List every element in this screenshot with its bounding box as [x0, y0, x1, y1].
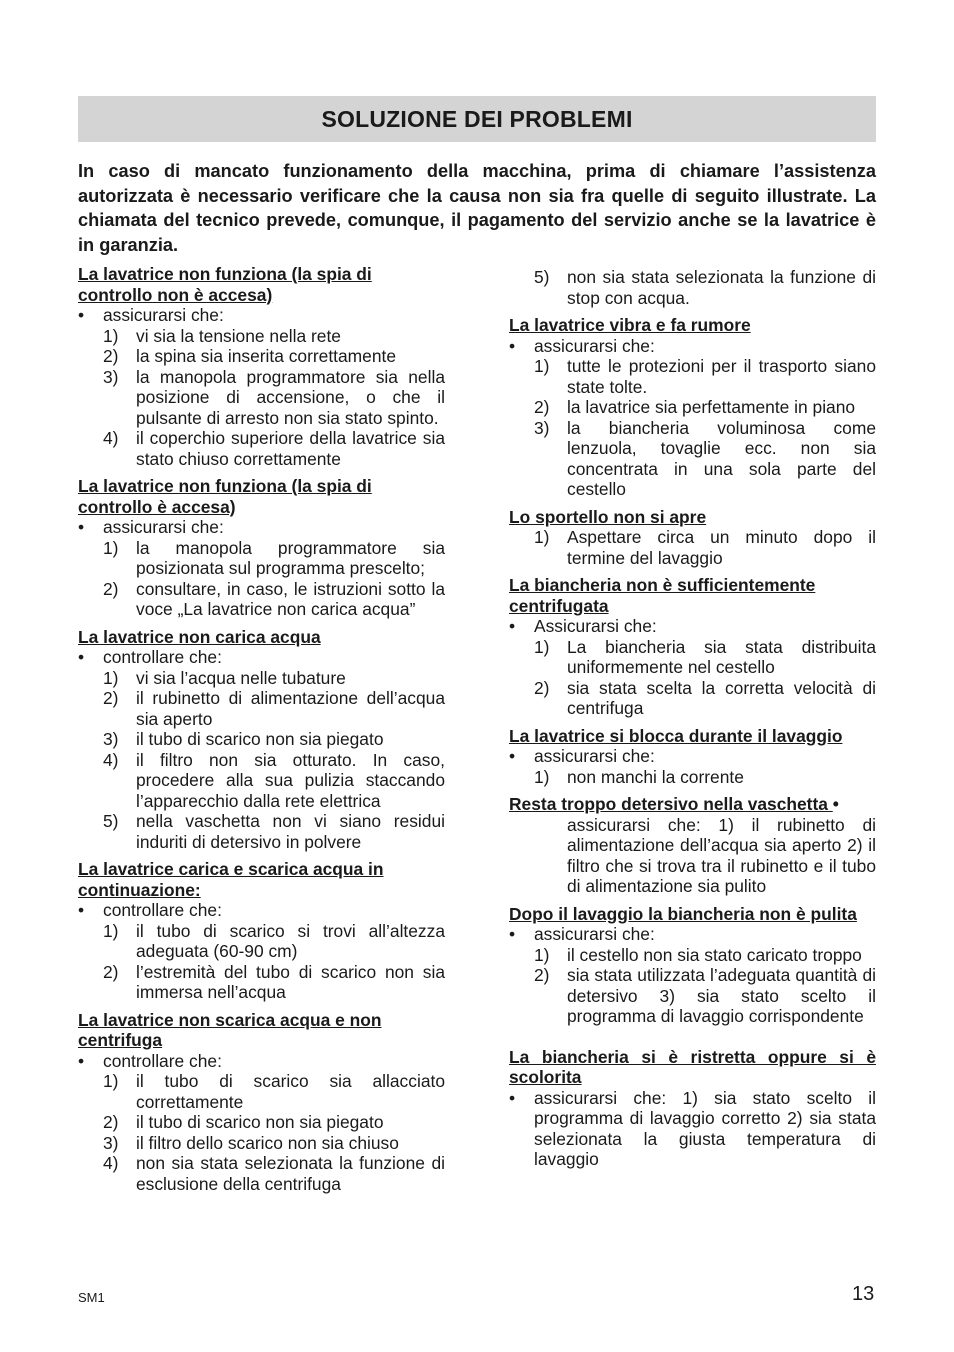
list-item: [78, 346, 445, 367]
item-text: l’estremità del tubo di scarico non sia immersa nell’acqua: [136, 961, 445, 1002]
list-item: [78, 1112, 445, 1133]
section-no-power-light-on: [78, 476, 445, 620]
bullet-dot: •: [509, 335, 516, 356]
section-heading: La lavatrice non scarica acqua e non centrifuga: [78, 1009, 382, 1050]
bullet-line: [78, 305, 445, 326]
item-text: il cestello non sia stato caricato troppo: [567, 944, 862, 965]
section-heading: [509, 794, 876, 815]
section-no-water-intake: [78, 627, 445, 853]
item-number: 2): [103, 346, 119, 366]
bullet-text: assicurarsi che:: [103, 517, 224, 537]
bullet-dot: •: [509, 1087, 516, 1108]
section-shrunk-faded: [509, 1047, 876, 1170]
item-text: sia stata scelta la corretta velocità di centrifuga: [567, 677, 876, 718]
item-number: 4): [103, 749, 119, 770]
section-no-drain-no-spin: [78, 1010, 445, 1195]
title-bar: [78, 96, 876, 142]
heading-text: Resta troppo detersivo nella vaschetta: [509, 794, 828, 814]
section-body: assicurarsi che: 1) il rubinetto di alimentazione dell’acqua sia aperto 2) il filtro che si trova tra il rubinetto e il tubo di alimentazione sia pulito: [567, 814, 876, 896]
item-text: non sia stata selezionata la funzione di stop con acqua.: [567, 267, 876, 308]
bullet-line: [509, 336, 876, 357]
section-vibration-noise: [509, 315, 876, 500]
item-text: la manopola programmatore sia nella posizione di accensione, o che il pulsante di arresto non sia stato spinto.: [136, 366, 445, 428]
item-number: 1): [534, 356, 550, 376]
list-item: [78, 750, 445, 812]
item-number: 4): [103, 1153, 119, 1173]
item-text: Aspettare circa un minuto dopo il termine del lavaggio: [567, 527, 876, 568]
item-number: 2): [103, 1112, 119, 1132]
bullet-text: assicurarsi che:: [534, 335, 655, 356]
item-text: il tubo di scarico si trovi all’altezza adeguata (60-90 cm): [136, 920, 445, 961]
section-continuation: [509, 267, 876, 308]
list-item: [509, 527, 876, 568]
list-item: [509, 637, 876, 678]
item-number: 1): [534, 527, 550, 547]
intro-paragraph: In caso di mancato funzionamento della macchina, prima di chiamare l’assistenza autorizzata è necessario verificare che la causa non sia fra quelle di seguito illustrate. La chiamata del tecnico prevede, comunque, il pagamento del servizio anche se la lavatrice è in garanzia.: [78, 161, 876, 255]
right-column: [509, 267, 876, 1177]
section-heading: La biancheria non è sufficientemente centrifugata: [509, 575, 816, 616]
item-text: non manchi la corrente: [567, 766, 744, 787]
item-number: 1): [534, 636, 550, 657]
bullet-line: [78, 517, 445, 538]
bullet-line: [78, 900, 445, 921]
item-number: 2): [534, 397, 550, 417]
bullet-dot: •: [78, 517, 85, 537]
item-number: 3): [103, 366, 119, 387]
bullet-dot: •: [78, 305, 85, 325]
item-number: 2): [103, 578, 119, 599]
item-number: 1): [103, 537, 119, 558]
section-door-wont-open: [509, 507, 876, 569]
bullet-dot: •: [509, 924, 516, 944]
item-text: la spina sia inserita correttamente: [136, 346, 397, 366]
list-item: [78, 921, 445, 962]
section-stops-during-wash: [509, 726, 876, 788]
item-text: consultare, in caso, le istruzioni sotto la voce „La lavatrice non carica acqua”: [136, 578, 445, 619]
item-number: 4): [103, 428, 119, 448]
section-heading: La lavatrice si blocca durante il lavaggio: [509, 725, 843, 746]
item-text: vi sia la tensione nella rete: [136, 325, 341, 346]
section-heading: La lavatrice non carica acqua: [78, 626, 321, 647]
bullet-line: [509, 616, 876, 637]
bullet-dot: •: [78, 647, 85, 667]
item-text: sia stata utilizzata l’adeguata quantità di detersivo 3) sia stato scelto il programma di lavaggio corrispondente: [567, 965, 876, 1026]
bullet-line: [509, 1088, 876, 1170]
bullet-line: [509, 924, 876, 945]
bullet-dot: •: [832, 794, 839, 814]
list-item: [78, 326, 445, 347]
list-item: [509, 267, 876, 308]
item-number: 1): [103, 1071, 119, 1091]
section-heading: La biancheria si è ristretta oppure si è scolorita: [509, 1046, 876, 1087]
list-item: [78, 811, 445, 852]
bullet-text: assicurarsi che: 1) sia stato scelto il programma di lavaggio corretto 2) sia stata selezionata la giusta temperatura di lavaggio: [534, 1087, 876, 1169]
item-text: nella vaschetta non vi siano residui induriti di detersivo in polvere: [136, 811, 445, 852]
section-heading: La lavatrice non funziona (la spia di controllo non è accesa): [78, 264, 372, 305]
bullet-text: controllare che:: [103, 900, 222, 920]
item-number: 1): [103, 920, 119, 941]
list-item: [78, 1071, 445, 1112]
item-number: 1): [103, 325, 119, 346]
item-text: il filtro non sia otturato. In caso, procedere alla sua pulizia staccando l’apparecchio dalla rete elettrica: [136, 749, 445, 811]
item-text: La biancheria sia stata distribuita uniformemente nel cestello: [567, 636, 876, 677]
item-text: il tubo di scarico non sia piegato: [136, 1112, 384, 1132]
list-item: [78, 579, 445, 620]
item-number: 1): [534, 766, 550, 787]
bullet-dot: •: [509, 746, 516, 766]
list-item: [509, 945, 876, 966]
list-item: [78, 367, 445, 429]
section-heading: La lavatrice carica e scarica acqua in continuazione:: [78, 859, 384, 900]
bullet-text: assicurarsi che:: [534, 746, 655, 766]
bullet-text: controllare che:: [103, 647, 222, 667]
item-text: tutte le protezioni per il trasporto siano state tolte.: [567, 356, 876, 397]
section-no-power-light-off: [78, 264, 445, 469]
item-number: 5): [103, 811, 119, 831]
item-text: il filtro dello scarico non sia chiuso: [136, 1132, 399, 1153]
list-item: [78, 729, 445, 750]
item-text: il tubo di scarico non sia piegato: [136, 729, 384, 749]
bullet-text: controllare che:: [103, 1050, 222, 1071]
list-item: [78, 1133, 445, 1154]
bullet-line: [78, 1051, 445, 1072]
bullet-line: [78, 647, 445, 668]
item-number: 2): [103, 688, 119, 708]
item-number: 1): [534, 944, 550, 965]
item-text: vi sia l’acqua nelle tubature: [136, 667, 346, 688]
item-text: il rubinetto di alimentazione dell’acqua sia aperto: [136, 688, 445, 729]
bullet-line: [509, 746, 876, 767]
section-heading: La lavatrice non funziona (la spia di controllo è accesa): [78, 476, 372, 517]
section-detergent-residue: [509, 794, 876, 897]
item-text: la lavatrice sia perfettamente in piano: [567, 397, 856, 417]
bullet-dot: •: [78, 900, 85, 920]
item-number: 3): [103, 1132, 119, 1153]
bullet-dot: •: [509, 616, 516, 636]
item-number: 2): [534, 965, 550, 985]
list-item: [78, 668, 445, 689]
item-text: non sia stata selezionata la funzione di esclusione della centrifuga: [136, 1153, 445, 1194]
list-item: [509, 418, 876, 500]
item-text: il tubo di scarico sia allacciato correttamente: [136, 1071, 445, 1112]
left-column: [78, 264, 445, 1201]
bullet-text: Assicurarsi che:: [534, 616, 657, 636]
section-heading: Lo sportello non si apre: [509, 506, 707, 527]
list-item: [78, 538, 445, 579]
item-number: 1): [103, 667, 119, 688]
list-item: [509, 356, 876, 397]
page-title: SOLUZIONE DEI PROBLEMI: [321, 105, 633, 132]
list-item: [78, 428, 445, 469]
item-number: 3): [534, 417, 550, 438]
section-heading: La lavatrice vibra e fa rumore: [509, 315, 751, 335]
section-continuous-fill-drain: [78, 859, 445, 1003]
page-number: 13: [852, 1283, 875, 1305]
list-item: [509, 678, 876, 719]
item-text: la manopola programmatore sia posizionata sul programma prescelto;: [136, 537, 445, 578]
list-item: [78, 962, 445, 1003]
section-heading: Dopo il lavaggio la biancheria non è pulita: [509, 903, 857, 924]
bullet-dot: •: [78, 1050, 85, 1071]
bullet-text: assicurarsi che:: [103, 305, 224, 325]
section-insufficient-spin: [509, 575, 876, 719]
list-item: [509, 965, 876, 1027]
item-text: il coperchio superiore della lavatrice sia stato chiuso correttamente: [136, 428, 445, 469]
item-number: 2): [103, 961, 119, 982]
list-item: [78, 688, 445, 729]
item-number: 5): [534, 267, 550, 287]
section-laundry-not-clean: [509, 904, 876, 1027]
bullet-text: assicurarsi che:: [534, 924, 655, 944]
list-item: [509, 767, 876, 788]
item-number: 3): [103, 729, 119, 749]
item-text: la biancheria voluminosa come lenzuola, tovaglie ecc. non sia concentrata in una sola parte del cestello: [567, 417, 876, 499]
item-number: 2): [534, 677, 550, 698]
footer-code: SM1: [78, 1290, 105, 1305]
list-item: [509, 397, 876, 418]
list-item: [78, 1153, 445, 1194]
